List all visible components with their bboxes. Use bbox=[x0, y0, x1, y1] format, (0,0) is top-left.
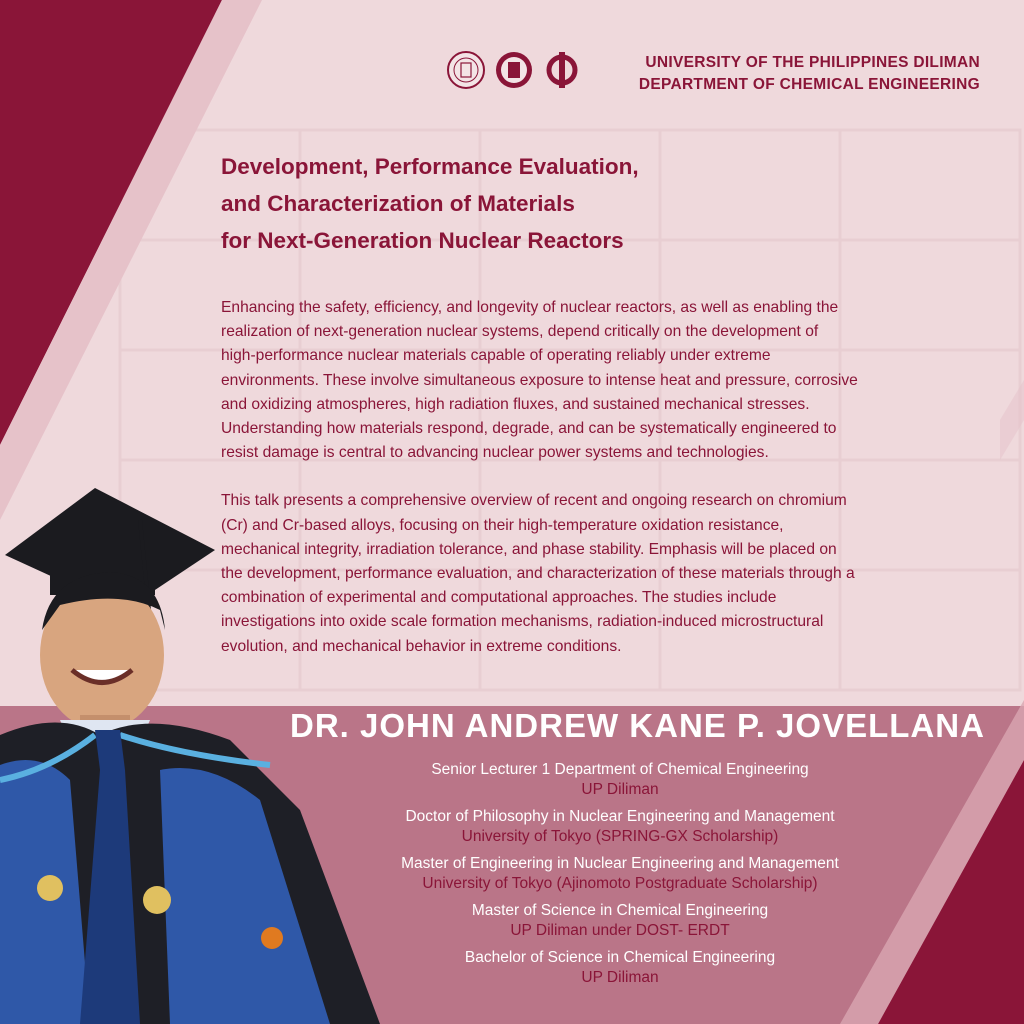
abstract-line: mechanical integrity, irradiation tolerance, and phase stability. Emphasis will be placed on bbox=[221, 540, 837, 558]
department-logo-icon bbox=[542, 50, 582, 90]
abstract-line: Understanding how materials respond, degrade, and can be systematically engineered to bbox=[221, 420, 837, 438]
title-line: Development, Performance Evaluation, bbox=[221, 154, 639, 179]
abstract-line: the development, performance evaluation, and characterization of these materials through a bbox=[221, 565, 855, 583]
title-line: and Characterization of Materials bbox=[221, 191, 575, 216]
institution-header bbox=[600, 52, 980, 96]
abstract-line: investigations into oxide scale formation mechanisms, radiation-induced microstructural bbox=[221, 613, 824, 631]
abstract-line: This talk presents a comprehensive overview of recent and ongoing research on chromium bbox=[221, 492, 847, 510]
credential-item bbox=[320, 760, 920, 800]
abstract-line: environments. These involve simultaneous exposure to intense heat and pressure, corrosive bbox=[221, 371, 858, 389]
abstract-line: realization of next-generation nuclear systems, depend critically on the development of bbox=[221, 323, 819, 341]
credential-institution: University of Tokyo (SPRING-GX Scholarship) bbox=[461, 828, 779, 845]
up-seal-icon bbox=[446, 50, 486, 90]
credential-item bbox=[320, 901, 920, 941]
credential-institution: UP Diliman bbox=[581, 969, 659, 986]
credential-institution: UP Diliman bbox=[581, 781, 659, 798]
college-seal-icon bbox=[494, 50, 534, 90]
abstract-line: high-performance nuclear materials capable of operating reliably under extreme bbox=[221, 347, 771, 365]
department-name: DEPARTMENT OF CHEMICAL ENGINEERING bbox=[638, 76, 980, 93]
credential-role: Master of Science in Chemical Engineering bbox=[471, 902, 769, 919]
talk-title bbox=[221, 148, 821, 259]
credential-role: Master of Engineering in Nuclear Engineering and Management bbox=[401, 855, 839, 872]
university-name: UNIVERSITY OF THE PHILIPPINES DILIMAN bbox=[645, 54, 980, 71]
speaker-name: DR. JOHN ANDREW KANE P. JOVELLANA bbox=[290, 707, 985, 744]
title-line: for Next-Generation Nuclear Reactors bbox=[221, 228, 624, 253]
logo-group bbox=[446, 50, 582, 90]
credential-role: Senior Lecturer 1 Department of Chemical Engineering bbox=[431, 761, 809, 778]
credential-item bbox=[320, 807, 920, 847]
abstract-line: evolution, and mechanical behavior in extreme conditions. bbox=[221, 637, 622, 655]
abstract-line: Enhancing the safety, efficiency, and longevity of nuclear reactors, as well as enabling the bbox=[221, 299, 839, 316]
credential-role: Doctor of Philosophy in Nuclear Engineering and Management bbox=[405, 808, 835, 825]
abstract-line: resist damage is central to advancing nuclear power systems and technologies. bbox=[221, 444, 769, 462]
credential-role: Bachelor of Science in Chemical Engineering bbox=[464, 949, 776, 966]
credential-item bbox=[320, 854, 920, 894]
credential-item bbox=[320, 948, 920, 988]
speaker-credentials bbox=[320, 760, 920, 995]
credential-institution: University of Tokyo (Ajinomoto Postgraduate Scholarship) bbox=[422, 875, 818, 892]
abstract-line: (Cr) and Cr-based alloys, focusing on their high-temperature oxidation resistance, bbox=[221, 516, 784, 534]
abstract-line: combination of experimental and computational approaches. The studies include bbox=[221, 589, 777, 607]
abstract-line: and oxidizing atmospheres, high radiation fluxes, and sustained mechanical stresses. bbox=[221, 395, 810, 413]
credential-institution: UP Diliman under DOST- ERDT bbox=[510, 922, 730, 939]
